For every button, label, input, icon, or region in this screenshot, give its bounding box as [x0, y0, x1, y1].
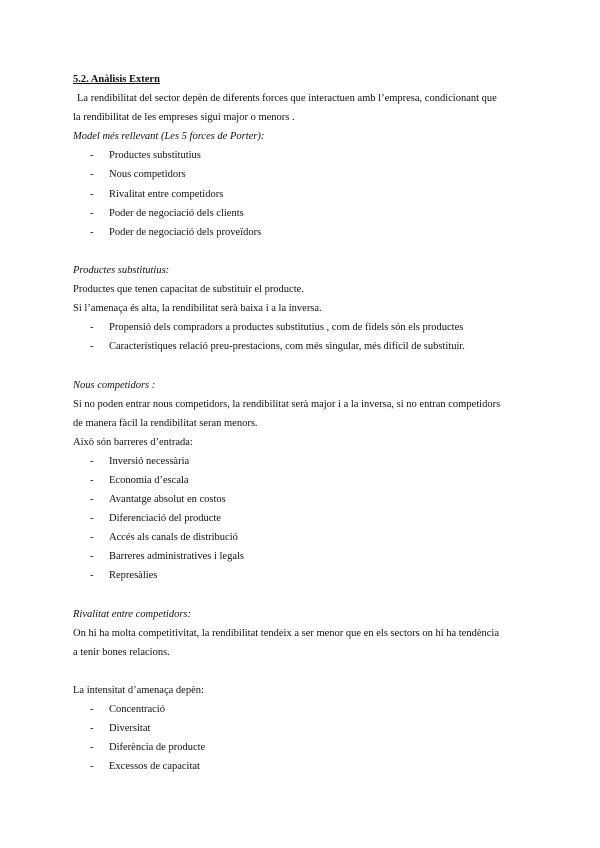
list-item: - Diferència de producte [73, 738, 543, 757]
substitutius-title: Productes substitutius: [73, 264, 170, 276]
intensity-label: La intensitat d’amenaça depèn: [73, 685, 204, 696]
substitutius-line-2: Si l’amenaça és alta, la rendibilitat serà baixa i a la inversa. [73, 303, 322, 315]
list-item: - Propensió dels compradors a productes substitutius , com de fidels són els productes [73, 318, 543, 337]
dash-marker: - [90, 494, 94, 506]
dash-marker: - [90, 150, 94, 162]
rivalitat-line-1: On hi ha molta competitivitat, la rendibilitat tendeix a ser menor que en els sectors on hi ha tendència [73, 627, 499, 639]
section-heading: 5.2. Anàlisis Extern [73, 74, 160, 85]
substitutius-line-1: Productes que tenen capacitat de substituir el producte. [73, 284, 304, 296]
list-item: - Diferenciació del producte [73, 509, 543, 528]
list-item: - Nous competidors [73, 165, 543, 184]
rivalitat-title: Rivalitat entre competidors: [73, 608, 192, 620]
model-label: Model més rellevant (Les 5 forces de Porter): [73, 131, 265, 143]
list-item: - Accés als canals de distribució [73, 528, 543, 547]
rivalitat-line-2: a tenir bones relacions. [73, 646, 170, 658]
dash-marker: - [90, 723, 94, 735]
list-item: - Rivalitat entre competidors [73, 185, 543, 204]
spacer [73, 242, 543, 261]
dash-marker: - [90, 742, 94, 754]
dash-marker: - [90, 188, 94, 200]
dash-marker: - [90, 532, 94, 544]
list-item: - Avantatge absolut en costos [73, 490, 543, 509]
list-item: - Productes substitutius [73, 146, 543, 165]
nous-line-2: de manera fàcil la rendibilitat seran menors. [73, 417, 258, 429]
nous-line-1: Si no poden entrar nous competidors, la rendibilitat serà major i a la inversa, si no entran competidors [73, 398, 501, 410]
list-item: - Inversió necessària [73, 452, 543, 471]
dash-marker: - [90, 761, 94, 773]
list-item: - Excessos de capacitat [73, 757, 543, 776]
list-item: - Poder de negociació dels proveïdors [73, 223, 543, 242]
dash-marker: - [90, 704, 94, 716]
dash-marker: - [90, 551, 94, 563]
dash-marker: - [90, 169, 94, 181]
nous-line-3: Això són barreres d’entrada: [73, 436, 193, 448]
dash-marker: - [90, 207, 94, 219]
document-page [73, 70, 543, 776]
dash-marker: - [90, 322, 94, 334]
dash-marker: - [90, 474, 94, 486]
dash-marker: - [90, 226, 94, 238]
dash-marker: - [90, 341, 94, 353]
nous-title: Nous competidors : [73, 379, 156, 391]
list-item: - Economia d’escala [73, 471, 543, 490]
list-item: - Poder de negociació dels clients [73, 204, 543, 223]
dash-marker: - [90, 570, 94, 582]
spacer [73, 586, 543, 605]
spacer [73, 662, 543, 681]
intro-line-2: la rendibilitat de les empreses sigui major o menors . [73, 112, 295, 124]
list-item: - Diversitat [73, 719, 543, 738]
dash-marker: - [90, 455, 94, 467]
list-item: - Represàlies [73, 566, 543, 585]
list-item: - Característiques relació preu-prestacions, com més singular, més difícil de substituir. [73, 337, 543, 356]
rivalitat-list [73, 700, 543, 776]
spacer [73, 356, 543, 375]
nous-list [73, 452, 543, 586]
forces-list [73, 146, 543, 241]
intro-line-1: La rendibilitat del sector depèn de diferents forces que interactuen amb l’empresa, condicionant que [77, 93, 497, 105]
list-item: - Barreres administratives i legals [73, 547, 543, 566]
list-item: - Concentració [73, 700, 543, 719]
dash-marker: - [90, 513, 94, 525]
substitutius-list [73, 318, 543, 356]
